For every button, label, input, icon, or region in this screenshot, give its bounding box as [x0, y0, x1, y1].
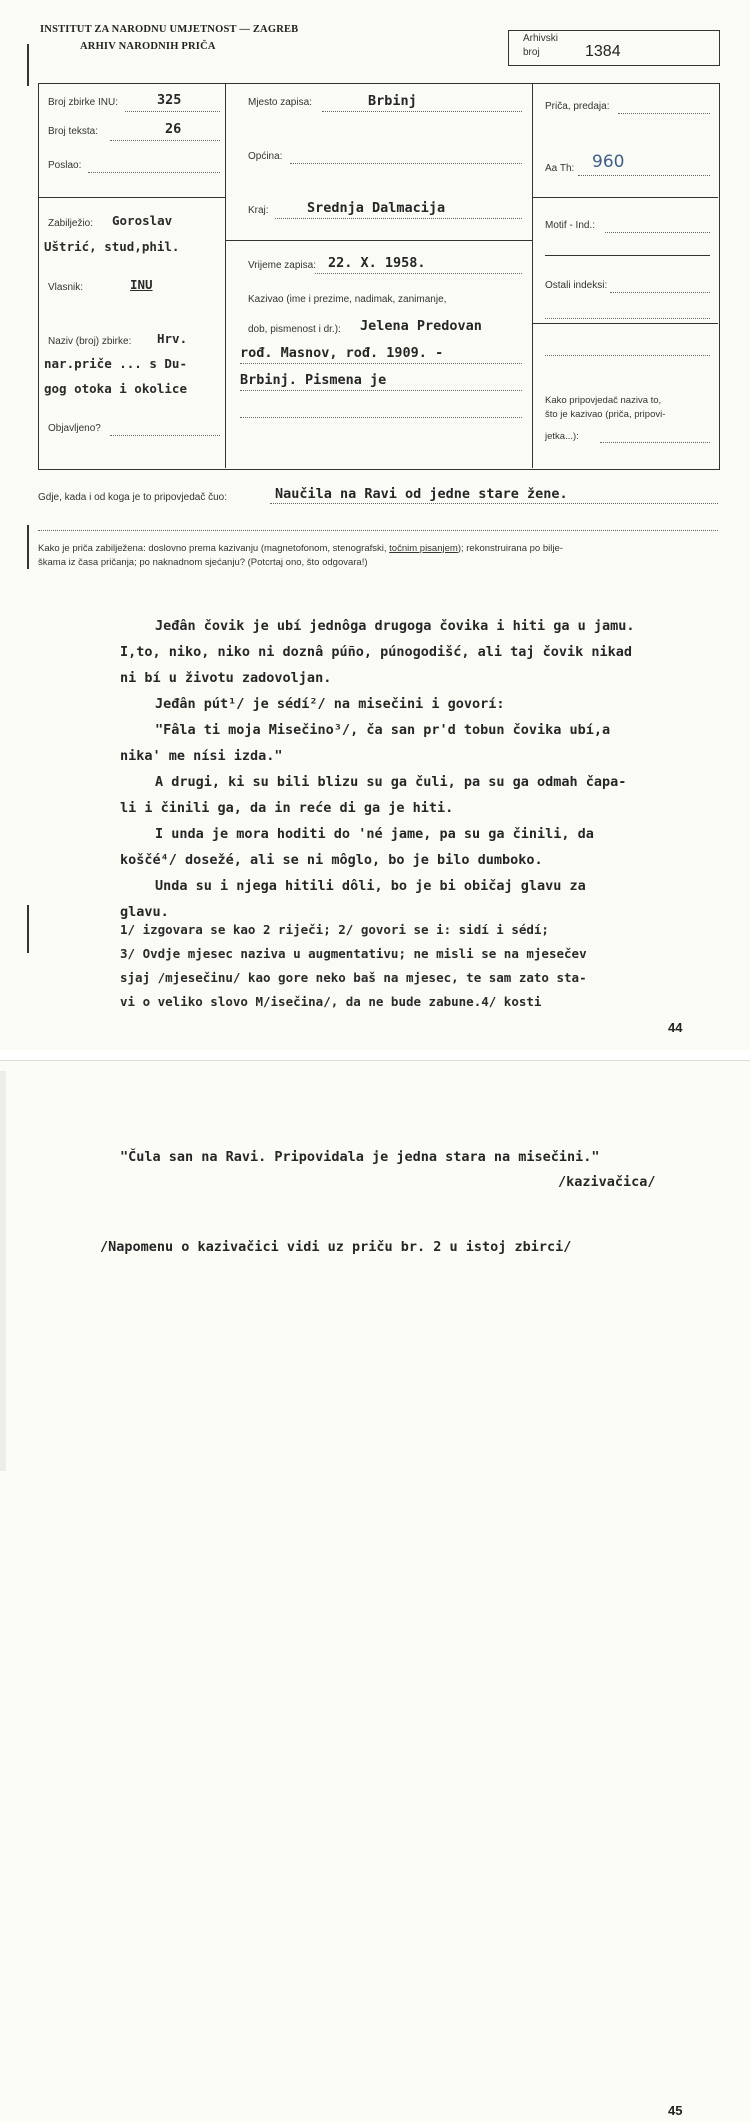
poslao-label: Poslao: [48, 160, 82, 171]
zabiljezio-value-2: Uštrić, stud,phil. [44, 239, 180, 254]
zabiljezio-label: Zabilježio: [48, 218, 94, 229]
kraj-value: Srednja Dalmacija [307, 200, 446, 216]
story-line: nika' me nísi izda." [120, 748, 283, 764]
story-line: Unda su i njega hitili dôli, bo je bi običaj glavu za [155, 878, 586, 894]
mjesto-value: Brbinj [368, 93, 417, 109]
kako-label-1: Kako pripovjedač naziva to, [545, 395, 662, 406]
margin-mark-3 [27, 905, 29, 953]
page-number-2: 45 [668, 2103, 683, 2118]
archive-number-box: Arhivski broj 1384 [508, 30, 720, 66]
gdje-label: Gdje, kada i od koga je to pripovjedač čuo: [38, 492, 228, 503]
narrator-note: /Napomenu o kazivačici vidi uz priču br. 2 u istoj zbirci/ [100, 1239, 572, 1255]
page-45 [0, 1060, 750, 2122]
institute-name: INSTITUT ZA NARODNU UMJETNOST — ZAGREB [40, 24, 299, 35]
aa-th-label: Aa Th: [545, 163, 575, 174]
broj-teksta-label: Broj teksta: [48, 126, 99, 137]
opcina-label: Općina: [248, 151, 283, 162]
naziv-value-1: Hrv. [157, 331, 188, 346]
footnotes [120, 918, 710, 1014]
story-line: I unda je mora hoditi do 'né jame, pa su ga činili, da [155, 826, 594, 842]
story-line: I,to, niko, niko ni doznâ púño, púnogodišć, ali taj čovik nikad [120, 644, 633, 660]
kako-zabiljezena-line-1: Kako je priča zabilježena: doslovno prema kazivanju (magnetofonom, stenografski, točnim pisanjem); rekonstruirana po bilje- [38, 543, 563, 554]
story-line: "Fâla ti moja Misečino³/, ča san pr'd tobun čovika ubí,a [155, 722, 611, 738]
footnote-line: 3/ Ovdje mjesec naziva u augmentativu; ne misli se na mjesečev [120, 946, 587, 961]
vrijeme-label: Vrijeme zapisa: [248, 260, 316, 271]
broj-teksta-value: 26 [165, 121, 182, 137]
kazivao-label-1: Kazivao (ime i prezime, nadimak, zanimanje, [248, 294, 447, 305]
motif-label: Motif - Ind.: [545, 220, 596, 231]
story-line: ni bí u životu zadovoljan. [120, 670, 332, 686]
naziv-value-3: gog otoka i okolice [44, 381, 187, 396]
quote-attribution: /kazivačica/ [558, 1174, 656, 1190]
archive-number: 1384 [585, 43, 621, 60]
page-gap [0, 1050, 750, 1060]
naziv-label: Naziv (broj) zbirke: [48, 336, 132, 347]
kazivao-value-3: Brbinj. Pismena je [240, 372, 387, 388]
footnote-line: vi o veliko slovo M/isečina/, da ne bude zabune.4/ kosti [120, 994, 542, 1009]
story-text [120, 613, 680, 925]
kazivao-label-2: dob, pismenost i dr.): [248, 324, 341, 335]
margin-mark-2 [27, 525, 29, 569]
broj-zbirke-label: Broj zbirke INU: [48, 97, 119, 108]
ostali-label: Ostali indeksi: [545, 280, 608, 291]
story-line: koščé⁴/ dosežé, ali se ni môglo, bo je bilo dumboko. [120, 852, 543, 868]
underlined-method: točnim pisanjem [389, 543, 458, 554]
zabiljezio-value-1: Goroslav [112, 213, 173, 228]
footnote-line: sjaj /mjesečinu/ kao gore neko baš na mjesec, te sam zato sta- [120, 970, 587, 985]
story-line: glavu. [120, 904, 169, 920]
kako-label-3: jetka...): [545, 431, 579, 442]
vlasnik-label: Vlasnik: [48, 282, 84, 293]
story-line: li i činili ga, da in reće di ga je hiti. [120, 800, 454, 816]
vlasnik-value: INU [130, 277, 153, 292]
archive-name: ARHIV NARODNIH PRIČA [80, 41, 216, 52]
kako-label-2: što je kazivao (priča, pripovi- [545, 409, 666, 420]
naziv-value-2: nar.priče ... s Du- [44, 356, 187, 371]
page-44 [0, 0, 750, 1050]
prica-predaja-label: Priča, predaja: [545, 101, 610, 112]
col-divider-2 [532, 84, 533, 468]
page-number: 44 [668, 1020, 683, 1035]
margin-mark [27, 44, 29, 86]
footnote-line: 1/ izgovara se kao 2 riječi; 2/ govori se i: sidí i sédí; [120, 922, 549, 937]
story-line: Jeđân pút¹/ je sédí²/ na misečini i govorí: [155, 696, 505, 712]
aa-th-value: 960 [592, 152, 625, 172]
binding-edge [0, 1071, 6, 1471]
gdje-value: Naučila na Ravi od jedne stare žene. [275, 486, 568, 502]
broj-zbirke-value: 325 [157, 92, 182, 108]
source-quote: "Čula san na Ravi. Pripovidala je jedna stara na misečini." [120, 1149, 600, 1165]
kako-zabiljezena-line-2: škama iz časa pričanja; po naknadnom sjećanju? (Potcrtaj ono, što odgovara!) [38, 557, 368, 568]
mjesto-label: Mjesto zapisa: [248, 97, 312, 108]
story-line: Jeđân čovik je ubí jednôga drugoga čovika i hiti ga u jamu. [155, 618, 635, 634]
col-divider-1 [225, 84, 226, 468]
kraj-label: Kraj: [248, 205, 269, 216]
story-line: A drugi, ki su bili blizu su ga čuli, pa su ga odmah čapa- [155, 774, 627, 790]
vrijeme-value: 22. X. 1958. [328, 255, 426, 271]
kazivao-value-2: rođ. Masnov, rođ. 1909. - [240, 345, 444, 361]
kazivao-value-1: Jelena Predovan [360, 318, 482, 334]
objavljeno-label: Objavljeno? [48, 423, 101, 434]
